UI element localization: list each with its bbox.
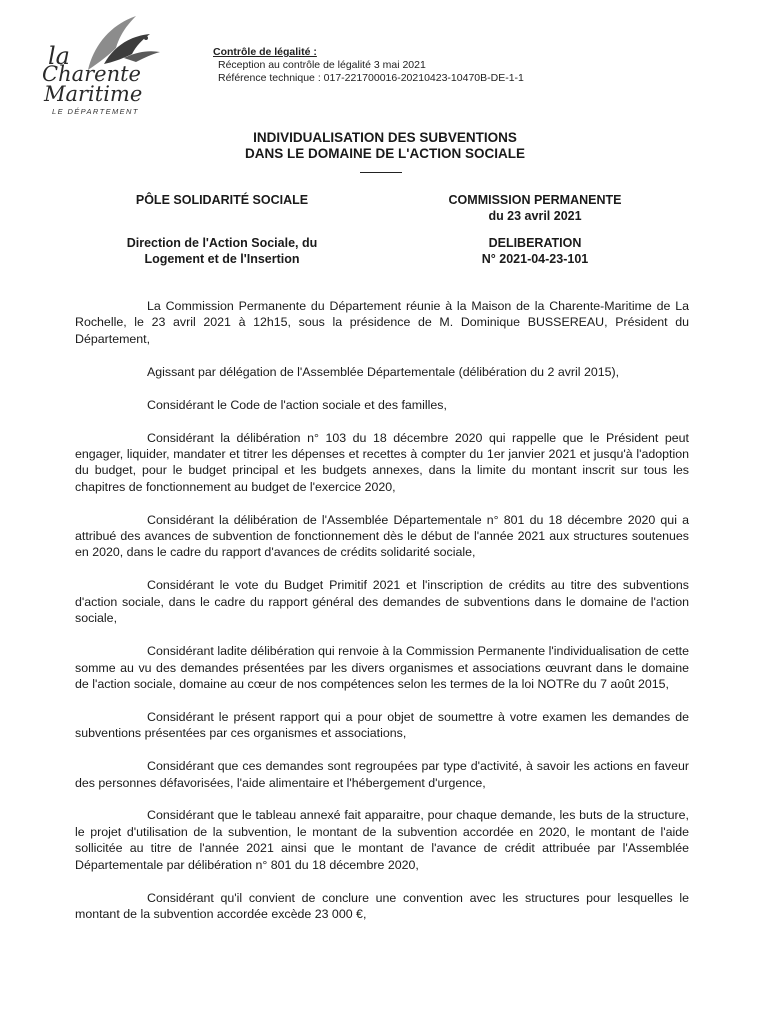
- department-logo: [42, 14, 162, 118]
- paragraph: Considérant qu'il convient de conclure une convention avec les structures pour lesquelles le montant de la subvention accordée excède 23 000 €,: [75, 890, 689, 921]
- paragraph: Considérant le présent rapport qui a pour objet de soumettre à votre examen les demandes de subventions présentées par ces organismes et associations,: [75, 709, 689, 741]
- paragraph: Considérant le Code de l'action sociale et des familles,: [147, 397, 447, 412]
- deliberation-number: N° 2021-04-23-101: [481, 252, 589, 266]
- paragraph: Agissant par délégation de l'Assemblée Départementale (délibération du 2 avril 2015),: [147, 364, 620, 379]
- direction-name: [72, 235, 372, 267]
- title-underline-divider: [360, 172, 402, 173]
- direction-name-line2: Logement et de l'Insertion: [144, 252, 300, 266]
- document-body: [75, 298, 689, 939]
- logo-text-maritime: Maritime: [44, 82, 143, 106]
- document-title-line1: INDIVIDUALISATION DES SUBVENTIONS: [253, 130, 517, 145]
- paragraph: Considérant que ces demandes sont regroupées par type d'activité, à savoir les actions en faveur des personnes défavorisées, l'aide alimentaire et l'hébergement d'urgence,: [75, 759, 689, 790]
- document-title: [0, 130, 770, 162]
- deliberation-block: [385, 235, 685, 267]
- paragraph: La Commission Permanente du Département réunie à la Maison de la Charente-Maritime de La Rochelle, le 23 avril 2021 à 12h15, sous la présidence de M. Dominique BUSSEREAU, Président du Département,: [75, 299, 689, 346]
- paragraph: Considérant la délibération de l'Assemblée Départementale n° 801 du 18 décembre 2020 qui a attribué des avances de subvention de fonctionnement dès le début de l'année 2021 aux structures soutenues en 2020, dans le cadre du rapport d'avances de crédits solidarité sociale,: [75, 512, 689, 560]
- pole-name: PÔLE SOLIDARITÉ SOCIALE: [135, 193, 309, 207]
- commission-name: COMMISSION PERMANENTE: [448, 193, 622, 207]
- commission-block: [385, 192, 685, 224]
- paragraph: Considérant le vote du Budget Primitif 2021 et l'inscription de crédits au titre des subventions d'action sociale, dans le cadre du rapport général des demandes de subventions dans le domaine de l'action sociale,: [75, 578, 689, 626]
- direction-name-line1: Direction de l'Action Sociale, du: [126, 236, 318, 250]
- legal-control-block: [213, 46, 524, 85]
- logo-tagline: LE DÉPARTEMENT: [52, 107, 139, 116]
- deliberation-label: DELIBERATION: [488, 236, 582, 250]
- legal-control-title: Contrôle de légalité :: [213, 46, 317, 58]
- logo-text-la: la: [48, 42, 70, 70]
- logo-text-charente: Charente: [42, 62, 141, 86]
- paragraph: Considérant la délibération n° 103 du 18 décembre 2020 qui rappelle que le Président peut engager, liquider, mandater et titrer les dépenses et recettes à compter du 1er janvier 2021 et jusqu'à l'adoption du budget, pour le budget principal et les budgets annexes, dans la limite du montant inscrit sur tous les chapitres de fonctionnement au budget de l'exercice 2020,: [75, 430, 689, 494]
- legal-reception-date: Réception au contrôle de légalité 3 mai 2021: [218, 59, 426, 71]
- paragraph: Considérant que le tableau annexé fait apparaitre, pour chaque demande, les buts de la structure, le projet d'utilisation de la subvention, le montant de la subvention accordée en 2020, le montant de l'aide sollicitée au titre de l'année 2021 ainsi que le montant de l'avance de crédit attribuée par l'Assemblée Départementale par délibération n° 801 du 18 décembre 2020,: [75, 808, 689, 872]
- commission-date: du 23 avril 2021: [488, 209, 582, 223]
- paragraph: Considérant ladite délibération qui renvoie à la Commission Permanente l'individualisation de cette somme au vu des demandes présentées par les divers organismes et associations œuvrant dans le domaine de l'action sociale, domaine au cœur de nos compétences selon les termes de la loi NOTRe du 7 août 2015,: [75, 644, 689, 691]
- legal-technical-reference: Référence technique : 017-221700016-20210423-10470B-DE-1-1: [218, 72, 524, 84]
- document-title-line2: DANS LE DOMAINE DE L'ACTION SOCIALE: [245, 146, 525, 161]
